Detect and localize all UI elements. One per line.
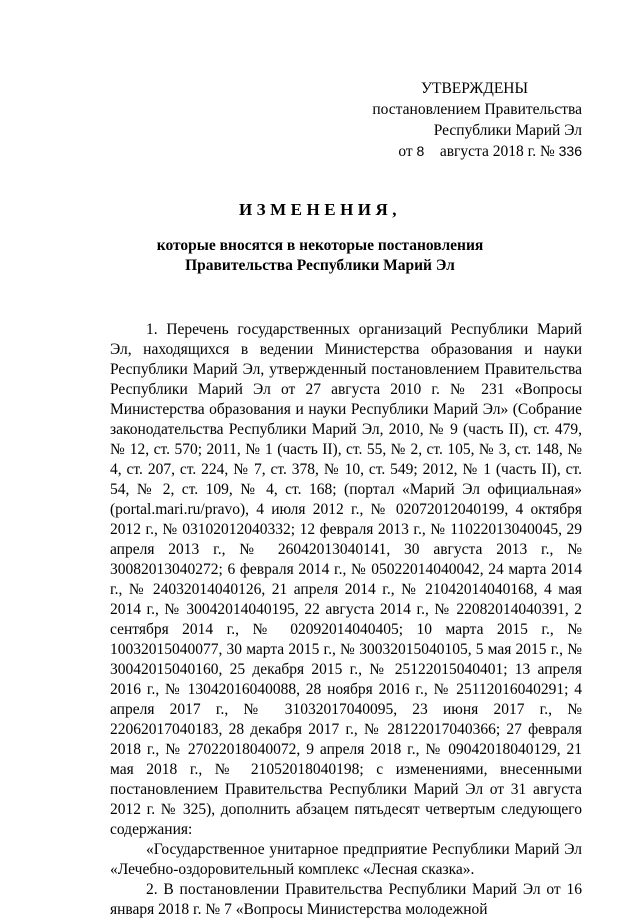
date-prefix: от bbox=[398, 143, 413, 160]
date-day: 8 bbox=[416, 143, 425, 159]
document-title: ИЗМЕНЕНИЯ, bbox=[238, 200, 402, 219]
approved-heading: УТВЕРЖДЕНЫ bbox=[421, 80, 528, 97]
document-body bbox=[110, 320, 582, 920]
document-subtitle bbox=[0, 236, 640, 276]
date-month-year: августа 2018 г. № bbox=[439, 143, 555, 160]
paragraph-2: 2. В постановлении Правительства Республики Марий Эл от 16 января 2018 г. № 7 «Вопросы Министерства молодежной bbox=[110, 881, 582, 918]
paragraph-quote: «Государственное унитарное предприятие Республики Марий Эл «Лечебно-оздоровительный комплекс «Лесная сказка». bbox=[110, 841, 582, 878]
subtitle-line-1: которые вносятся в некоторые постановления bbox=[156, 237, 484, 254]
approved-republic-line: Республики Марий Эл bbox=[433, 122, 582, 139]
approval-stamp bbox=[342, 78, 582, 162]
paragraph-1: 1. Перечень государственных организаций Республики Марий Эл, находящихся в ведении Министерства образования и науки Республики Марий Эл, утвержденный постановлением Правительства Республики Марий Эл от 27 августа 2010 г. № 231 «Вопросы Министерства образования и науки Республики Марий Эл» (Собрание законодательства Республики Марий Эл, 2010, № 9 (часть II), ст. 479, № 12, ст. 570; 2011, № 1 (часть II), ст. 55, № 2, ст. 105, № 3, ст. 148, № 4, ст. 207, ст. 224, № 7, ст. 378, № 10, ст. 549; 2012, № 1 (часть II), ст. 54, № 2, ст. 109, № 4, ст. 168; (портал «Марий Эл официальная» (portal.mari.ru/pravo), 4 июля 2012 г., № 02072012040199, 4 октября 2012 г., № 03102012040332; 12 февраля 2013 г., № 11022013040045, 29 апреля 2013 г., № 26042013040141, 30 августа 2013 г., № 30082013040272; 6 февраля 2014 г., № 05022014040042, 24 марта 2014 г., № 24032014040126, 21 апреля 2014 г., № 21042014040168, 4 мая 2014 г., № 30042014040195, 22 августа 2014 г., № 22082014040391, 2 сентября 2014 г., № 02092014040405; 10 марта 2015 г., № 10032015040077, 30 марта 2015 г., № 30032015040105, 5 мая 2015 г., № 30042015040160, 25 декабря 2015 г., № 25122015040401; 13 апреля 2016 г., № 13042016040088, 28 ноября 2016 г., № 25112016040291; 4 апреля 2017 г., № 31032017040095, 23 июня 2017 г., № 22062017040183, 28 декабря 2017 г., № 28122017040366; 27 февраля 2018 г., № 27022018040072, 9 апреля 2018 г., № 09042018040129, 21 мая 2018 г., № 21052018040198; с изменениями, внесенными постановлением Правительства Республики Марий Эл от 31 августа 2012 г. № 325), дополнить абзацем пятьдесят четвертым следующего содержания: bbox=[110, 321, 582, 838]
approved-by-line: постановлением Правительства bbox=[372, 101, 582, 118]
approval-date-line bbox=[342, 141, 582, 162]
subtitle-line-2: Правительства Республики Марий Эл bbox=[185, 257, 455, 274]
decree-number: 336 bbox=[558, 143, 582, 159]
